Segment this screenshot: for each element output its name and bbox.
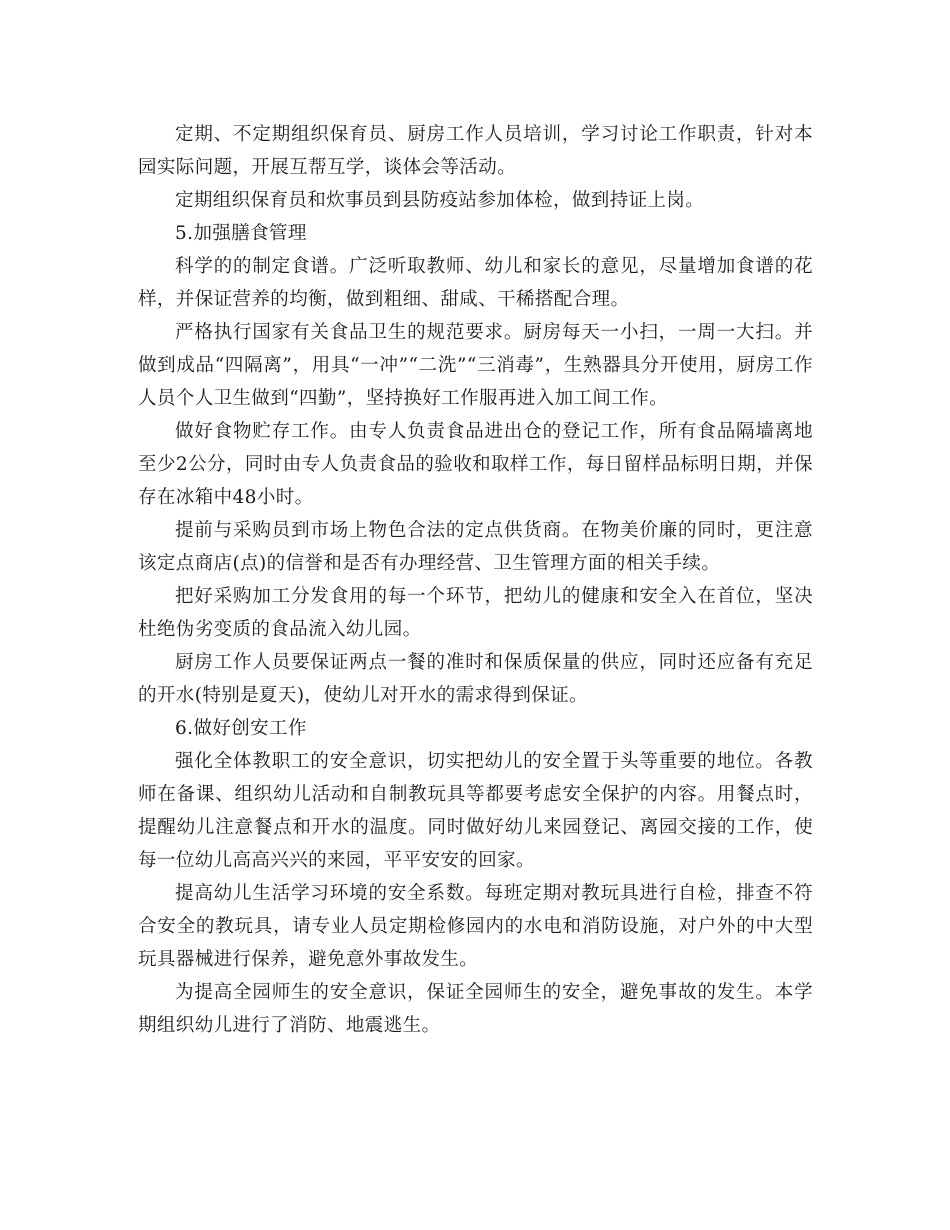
paragraph-safety-awareness: 强化全体教职工的安全意识，切实把幼儿的安全置于头等重要的地位。各教师在备课、组织幼儿活动和自制教玩具等都要考虑安全保护的内容。用餐点时，提醒幼儿注意餐点和开水的温度。同时做好幼儿来园登记、离园交接的工作，使每一位幼儿高高兴兴的来园，平平安安的回家。	[138, 751, 813, 871]
section-heading-safety-work: 6.做好创安工作	[175, 718, 307, 739]
section-heading-meal-management: 5.加强膳食管理	[175, 223, 307, 244]
paragraph-supplier-selection: 提前与采购员到市场上物色合法的定点供货商。在物美价廉的同时，更注意该定点商店(点)的信誉和是否有办理经营、卫生管理方面的相关手续。	[138, 520, 813, 574]
document-body	[138, 118, 813, 1042]
paragraph-environment-safety: 提高幼儿生活学习环境的安全系数。每班定期对教玩具进行自检，排查不符合安全的教玩具，请专业人员定期检修园内的水电和消防设施，对户外的中大型玩具器械进行保养，避免意外事故发生。	[138, 883, 813, 970]
paragraph-evacuation-drill: 为提高全园师生的安全意识，保证全园师生的安全，避免事故的发生。本学期组织幼儿进行了消防、地震逃生。	[138, 982, 813, 1036]
paragraph-recipe-planning: 科学的的制定食谱。广泛听取教师、幼儿和家长的意见，尽量增加食谱的花样，并保证营养的均衡，做到粗细、甜咸、干稀搭配合理。	[138, 256, 813, 310]
paragraph-food-hygiene: 严格执行国家有关食品卫生的规范要求。厨房每天一小扫，一周一大扫。并做到成品“四隔离”，用具“一冲”“二洗”“三消毒”，生熟器具分开使用，厨房工作人员个人卫生做到“四勤”，坚持换好工作服再进入加工间工作。	[138, 322, 813, 409]
paragraph-procurement-control: 把好采购加工分发食用的每一个环节，把幼儿的健康和安全入在首位，坚决杜绝伪劣变质的食品流入幼儿园。	[138, 586, 813, 640]
paragraph-food-storage: 做好食物贮存工作。由专人负责食品进出仓的登记工作，所有食品隔墙离地至少2公分，同时由专人负责食品的验收和取样工作，每日留样品标明日期，并保存在冰箱中48小时。	[138, 421, 813, 508]
paragraph-health-checkup: 定期组织保育员和炊事员到县防疫站参加体检，做到持证上岗。	[175, 190, 705, 211]
paragraph-staff-training: 定期、不定期组织保育员、厨房工作人员培训，学习讨论工作职责，针对本园实际问题，开展互帮互学，谈体会等活动。	[138, 124, 813, 178]
paragraph-meal-supply: 厨房工作人员要保证两点一餐的准时和保质保量的供应，同时还应备有充足的开水(特别是夏天)，使幼儿对开水的需求得到保证。	[138, 652, 813, 706]
